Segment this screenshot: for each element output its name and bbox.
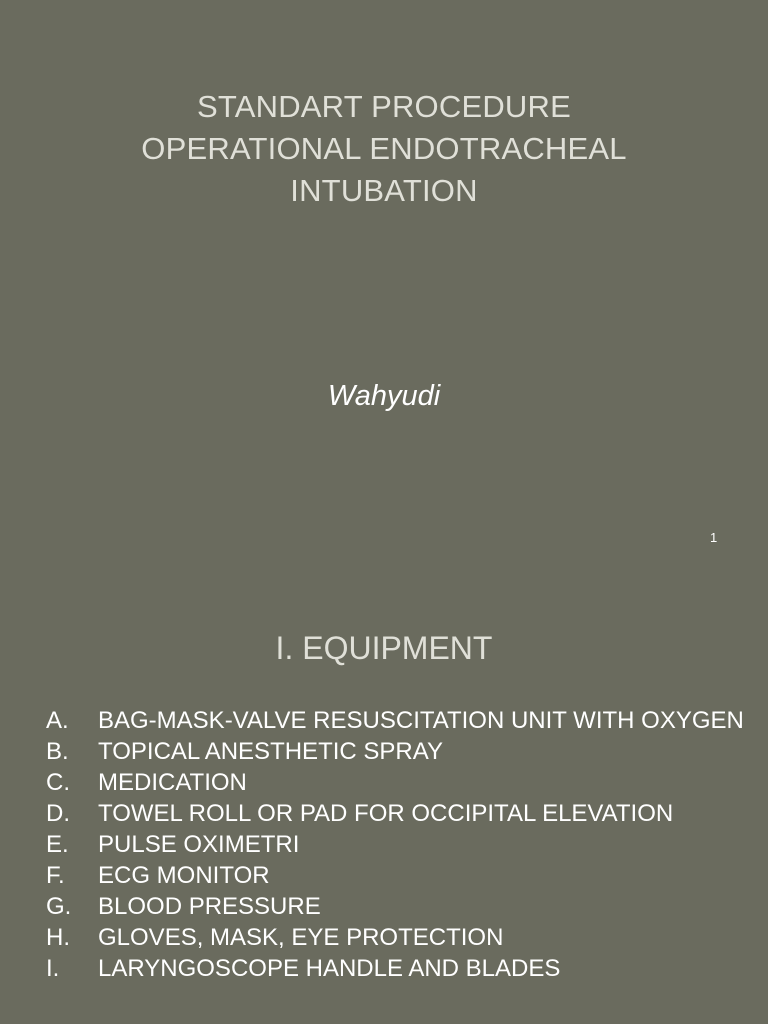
list-item	[46, 956, 746, 981]
list-item-text: LARYNGOSCOPE HANDLE AND BLADES	[98, 955, 561, 982]
list-marker: H.	[46, 924, 70, 951]
author-name: Wahyudi	[327, 380, 441, 412]
list-marker: E.	[46, 831, 69, 858]
list-item	[46, 832, 746, 857]
list-item-text: BLOOD PRESSURE	[98, 893, 321, 920]
list-item	[46, 739, 746, 764]
list-item-text: GLOVES, MASK, EYE PROTECTION	[98, 924, 504, 951]
list-marker: G.	[46, 893, 72, 920]
list-item-text: BAG-MASK-VALVE RESUSCITATION UNIT WITH OXYGEN	[98, 707, 744, 734]
list-marker: B.	[46, 738, 69, 765]
list-marker: A.	[46, 707, 69, 734]
list-item	[46, 770, 746, 795]
list-item-text: PULSE OXIMETRI	[98, 831, 300, 858]
list-item-text: ECG MONITOR	[98, 862, 270, 889]
title-line-3: INTUBATION	[290, 173, 478, 208]
list-item	[46, 708, 746, 733]
list-marker: F.	[46, 862, 65, 889]
list-item-text: TOPICAL ANESTHETIC SPRAY	[98, 738, 443, 765]
list-marker: D.	[46, 800, 70, 827]
title-line-1: STANDART PROCEDURE	[197, 89, 571, 124]
slide-title	[0, 86, 768, 212]
list-marker: I.	[46, 955, 60, 982]
list-item	[46, 925, 746, 950]
list-item	[46, 801, 746, 826]
section-heading: I. EQUIPMENT	[275, 630, 493, 666]
list-item-text: TOWEL ROLL OR PAD FOR OCCIPITAL ELEVATION	[98, 800, 674, 827]
list-item-text: MEDICATION	[98, 769, 247, 796]
title-line-2: OPERATIONAL ENDOTRACHEAL	[141, 131, 627, 166]
list-marker: C.	[46, 769, 70, 796]
list-item	[46, 894, 746, 919]
list-item	[46, 863, 746, 888]
equipment-list	[46, 708, 746, 987]
page-number: 1	[710, 530, 718, 545]
equipment-slide	[0, 576, 768, 1024]
slide-divider	[0, 560, 768, 576]
